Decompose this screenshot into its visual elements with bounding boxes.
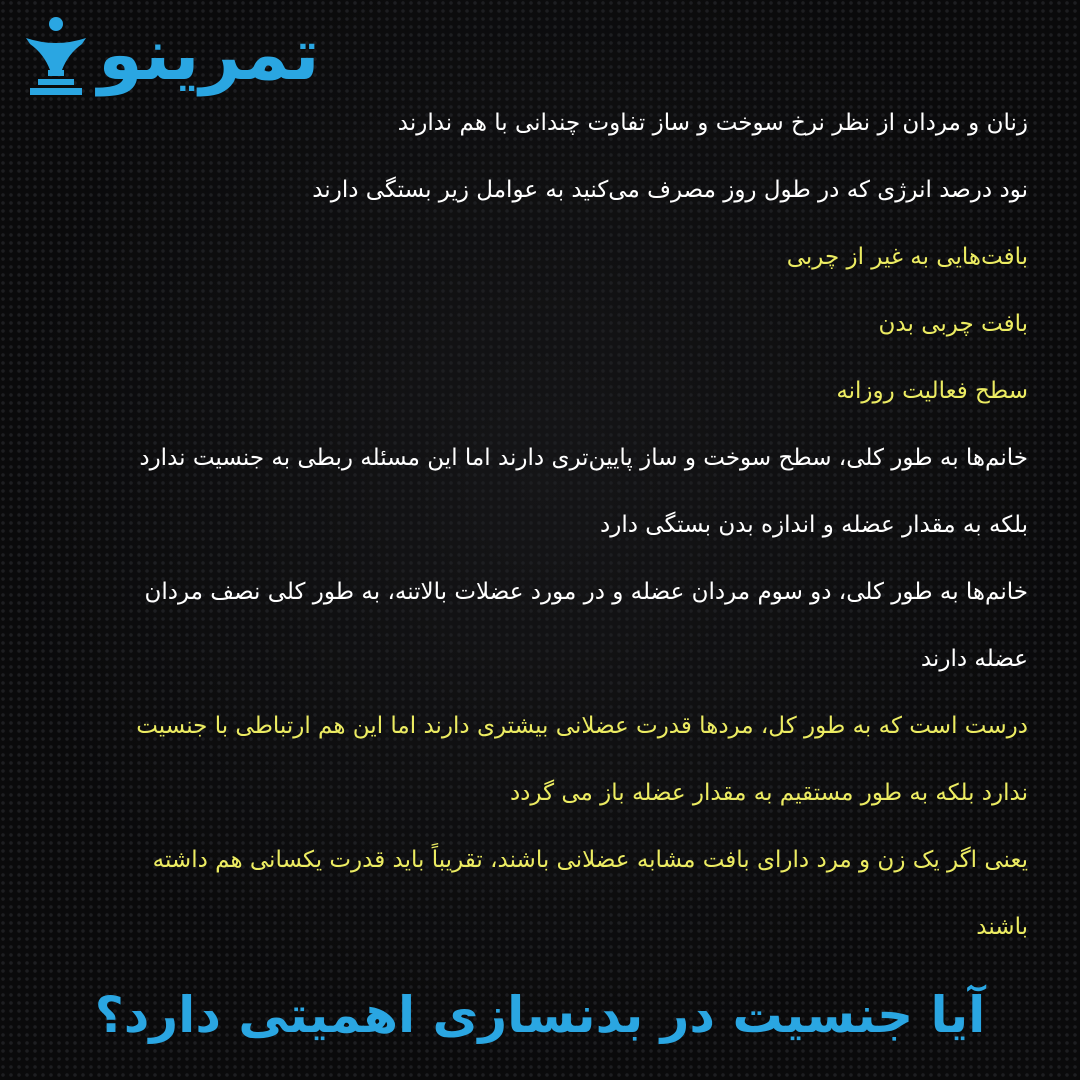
text-line-1: زنان و مردان از نظر نرخ سوخت و ساز تفاوت چندانی با هم ندارند <box>397 110 1028 136</box>
text-line-12: یعنی اگر یک زن و مرد دارای بافت مشابه عضلانی باشند، تقریباً باید قدرت یکسانی هم داشته <box>152 847 1028 873</box>
footer-title: آیا جنسیت در بدنسازی اهمیتی دارد؟ <box>94 986 986 1044</box>
text-line-9: عضله دارند <box>920 646 1028 672</box>
text-line-13: باشند <box>976 914 1028 940</box>
trophy-cup-icon <box>18 14 94 100</box>
text-line-11: ندارد بلکه به طور مستقیم به مقدار عضله باز می گردد <box>509 780 1028 806</box>
text-line-10: درست است که به طور کل، مردها قدرت عضلانی بیشتری دارند اما این هم ارتباطی با جنسیت <box>136 713 1028 739</box>
brand-logo-text: تمرینو <box>98 12 320 96</box>
text-line-5: سطح فعالیت روزانه <box>836 378 1028 404</box>
text-line-6: خانم‌ها به طور کلی، سطح سوخت و ساز پایین‌تری دارند اما این مسئله ربطی به جنسیت ندارد <box>139 445 1028 471</box>
text-line-3: بافت‌هایی به غیر از چربی <box>786 244 1028 270</box>
article-text <box>60 90 1028 961</box>
text-line-8: خانم‌ها به طور کلی، دو سوم مردان عضله و در مورد عضلات بالاتنه، به طور کلی نصف مردان <box>144 579 1028 605</box>
text-line-7: بلکه به مقدار عضله و اندازه بدن بستگی دارد <box>599 512 1028 538</box>
brand-logo <box>14 6 444 102</box>
text-line-2: نود درصد انرژی که در طول روز مصرف می‌کنید به عوامل زیر بستگی دارند <box>312 177 1028 203</box>
text-line-4: بافت چربی بدن <box>878 311 1028 337</box>
